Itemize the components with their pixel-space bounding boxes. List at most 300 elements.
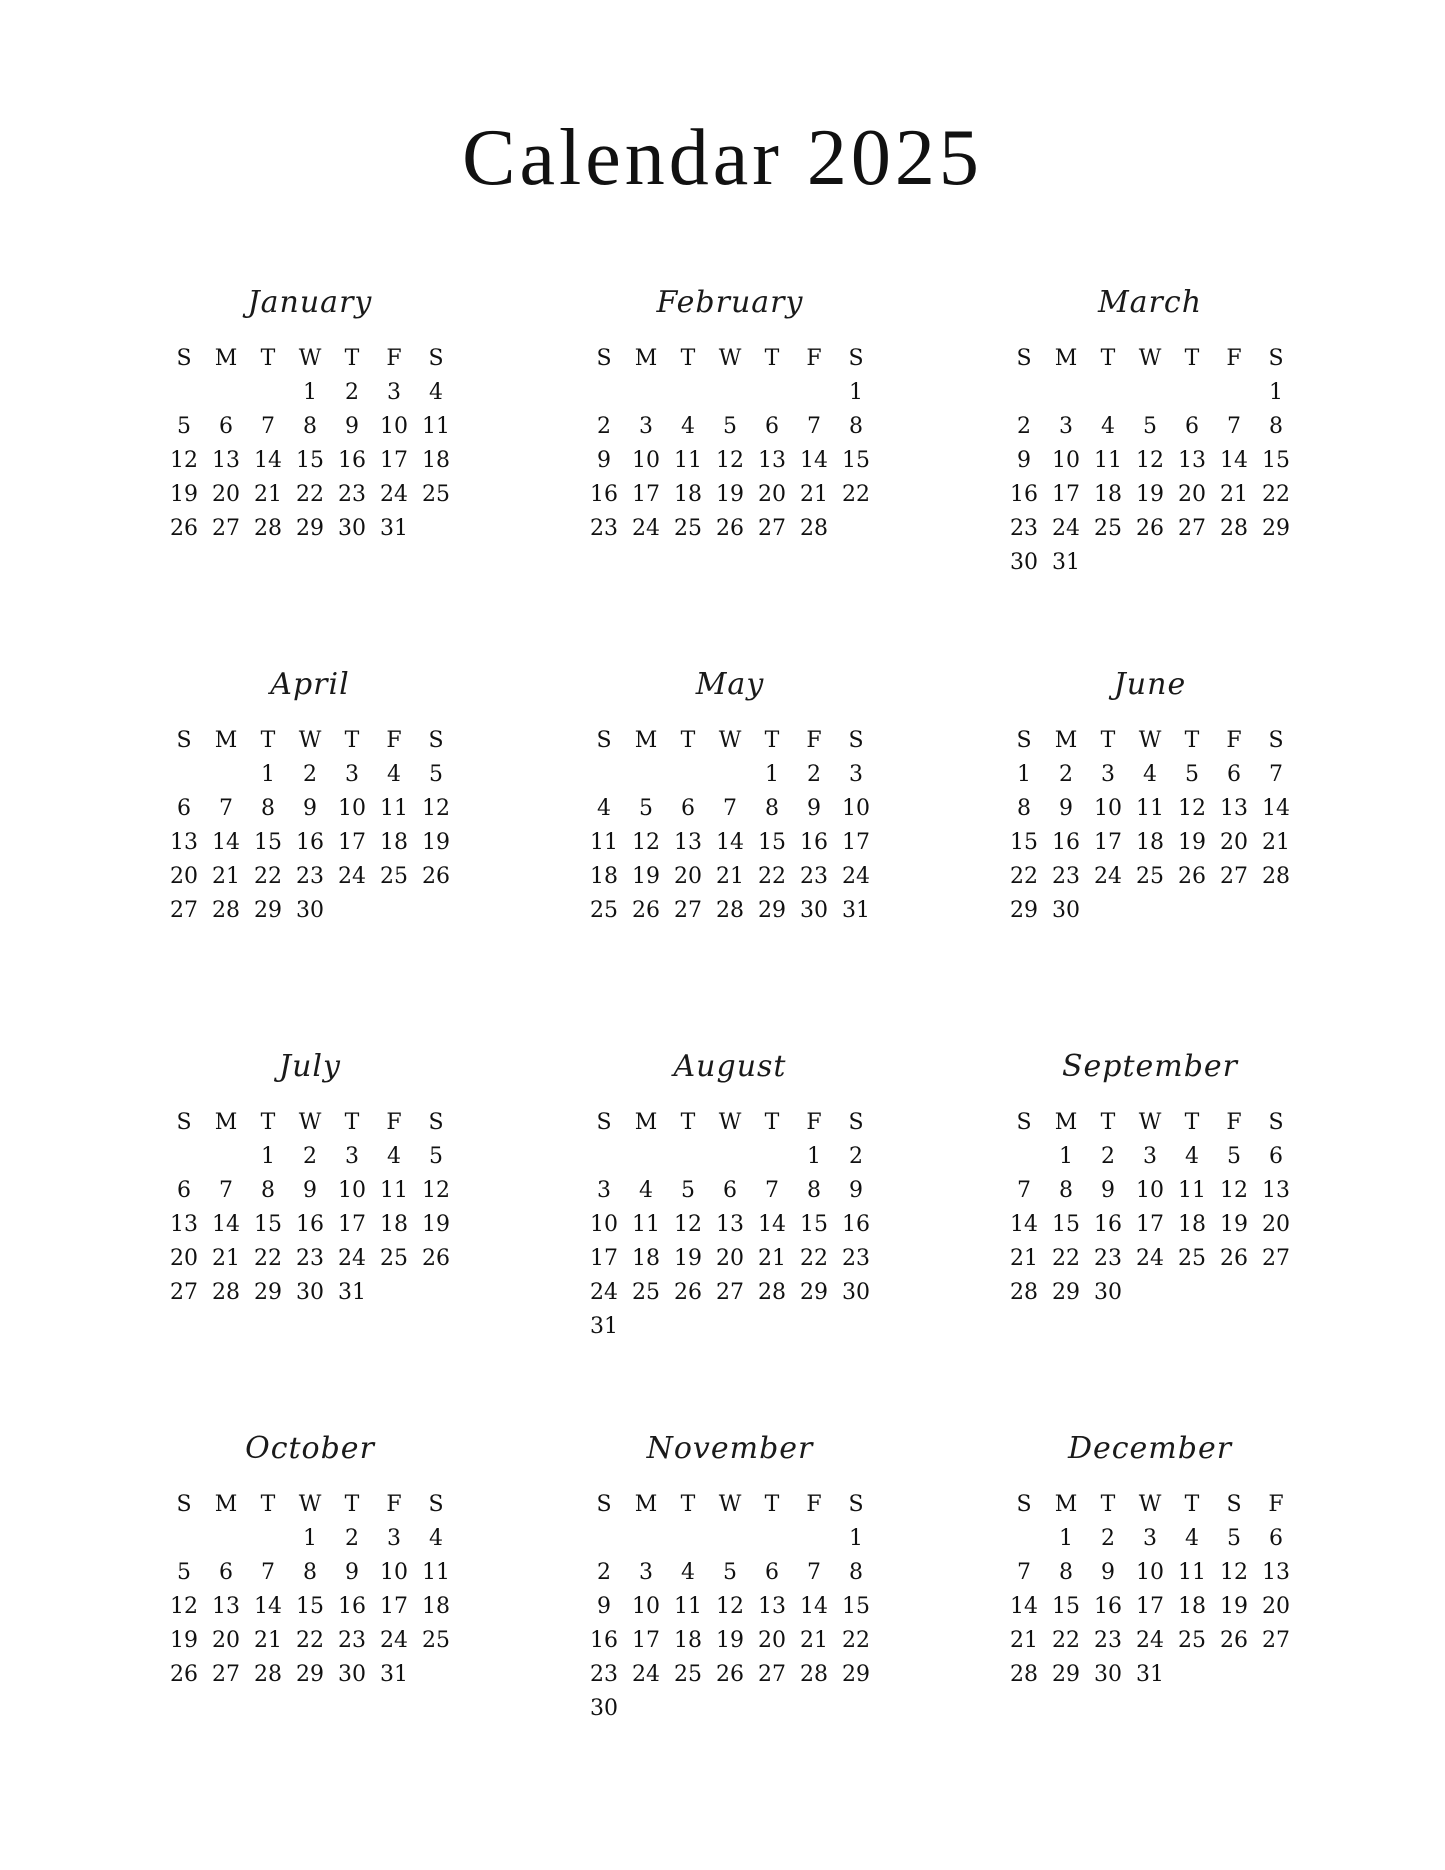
weekday-header: T: [1184, 1492, 1200, 1517]
day-cell: 24: [632, 516, 660, 541]
day-cell: 27: [758, 1662, 786, 1687]
day-cell: 4: [681, 414, 695, 439]
day-cell: 6: [765, 1560, 779, 1585]
page-title: Calendar 2025: [462, 114, 983, 202]
day-cell: 22: [1052, 1246, 1080, 1271]
day-cell: 16: [1010, 482, 1038, 507]
day-cell: 26: [422, 864, 450, 889]
weekday-header: W: [718, 1110, 742, 1135]
day-cell: 25: [590, 898, 618, 923]
empty-day-cell: [583, 1140, 625, 1174]
day-cell: 14: [254, 448, 282, 473]
day-cell: 31: [1136, 1662, 1164, 1687]
weekday-header: S: [848, 728, 864, 753]
day-cell: 21: [1220, 482, 1248, 507]
empty-day-cell: [205, 1140, 247, 1174]
day-cell: 20: [758, 482, 786, 507]
day-cell: 11: [1136, 796, 1164, 821]
day-cell: 3: [387, 380, 401, 405]
day-cell: 26: [716, 516, 744, 541]
day-cell: 30: [338, 516, 366, 541]
day-cell: 21: [758, 1246, 786, 1271]
day-cell: 22: [296, 1628, 324, 1653]
day-cell: 16: [296, 830, 324, 855]
weekday-header: T: [1184, 346, 1200, 371]
weekday-header: T: [680, 728, 696, 753]
day-cell: 13: [212, 448, 240, 473]
day-cell: 17: [1094, 830, 1122, 855]
day-cell: 5: [429, 1144, 443, 1169]
day-cell: 7: [219, 1178, 233, 1203]
day-cell: 8: [1017, 796, 1031, 821]
day-cell: 15: [1052, 1594, 1080, 1619]
day-cell: 28: [212, 898, 240, 923]
day-cell: 24: [1094, 864, 1122, 889]
weekday-header: T: [344, 1110, 360, 1135]
day-cell: 13: [212, 1594, 240, 1619]
empty-day-cell: [667, 376, 709, 410]
day-cell: 2: [807, 762, 821, 787]
day-cell: 16: [1094, 1212, 1122, 1237]
day-cell: 6: [177, 796, 191, 821]
day-cell: 10: [380, 414, 408, 439]
weekday-header: S: [1016, 1492, 1032, 1517]
weekday-header: W: [718, 728, 742, 753]
weekday-header: M: [214, 346, 238, 371]
month-block-september: [990, 1034, 1310, 1416]
weekday-header: M: [1054, 728, 1078, 753]
weekday-header: W: [298, 1492, 322, 1517]
day-cell: 10: [338, 1178, 366, 1203]
day-cell: 12: [1136, 448, 1164, 473]
day-cell: 28: [1010, 1280, 1038, 1305]
day-cell: 25: [674, 1662, 702, 1687]
weekday-header: W: [1138, 1492, 1162, 1517]
day-cell: 22: [254, 1246, 282, 1271]
day-cell: 1: [849, 1526, 863, 1551]
day-cell: 25: [422, 1628, 450, 1653]
day-cell: 21: [254, 482, 282, 507]
day-cell: 1: [1269, 380, 1283, 405]
day-cell: 23: [1052, 864, 1080, 889]
empty-day-cell: [793, 376, 835, 410]
day-cell: 11: [1178, 1178, 1206, 1203]
day-cell: 8: [261, 1178, 275, 1203]
day-cell: 12: [170, 448, 198, 473]
day-cell: 19: [1220, 1212, 1248, 1237]
day-cell: 24: [1136, 1246, 1164, 1271]
day-cell: 15: [842, 448, 870, 473]
day-cell: 28: [1262, 864, 1290, 889]
day-cell: 13: [1262, 1560, 1290, 1585]
month-day-grid: [1003, 1488, 1297, 1692]
day-cell: 17: [1052, 482, 1080, 507]
day-cell: 21: [254, 1628, 282, 1653]
month-block-august: [570, 1034, 890, 1416]
day-cell: 9: [1059, 796, 1073, 821]
day-cell: 14: [716, 830, 744, 855]
weekday-header: T: [260, 346, 276, 371]
empty-day-cell: [667, 758, 709, 792]
day-cell: 10: [590, 1212, 618, 1237]
day-cell: 5: [1227, 1144, 1241, 1169]
day-cell: 9: [303, 1178, 317, 1203]
weekday-header: T: [344, 1492, 360, 1517]
day-cell: 27: [716, 1280, 744, 1305]
day-cell: 24: [380, 482, 408, 507]
day-cell: 26: [170, 1662, 198, 1687]
day-cell: 17: [1136, 1212, 1164, 1237]
day-cell: 5: [177, 1560, 191, 1585]
day-cell: 20: [170, 864, 198, 889]
day-cell: 7: [723, 796, 737, 821]
day-cell: 7: [261, 1560, 275, 1585]
weekday-header: T: [764, 728, 780, 753]
weekday-header: W: [1138, 728, 1162, 753]
day-cell: 4: [429, 1526, 443, 1551]
day-cell: 20: [1178, 482, 1206, 507]
day-cell: 19: [170, 482, 198, 507]
month-name: May: [695, 667, 765, 702]
month-name: October: [245, 1431, 375, 1466]
empty-day-cell: [1087, 376, 1129, 410]
day-cell: 26: [674, 1280, 702, 1305]
day-cell: 27: [758, 516, 786, 541]
empty-day-cell: [1213, 376, 1255, 410]
day-cell: 12: [716, 448, 744, 473]
day-cell: 4: [681, 1560, 695, 1585]
day-cell: 19: [422, 830, 450, 855]
day-cell: 4: [1185, 1144, 1199, 1169]
weekday-header: W: [718, 346, 742, 371]
day-cell: 31: [338, 1280, 366, 1305]
day-cell: 26: [632, 898, 660, 923]
day-cell: 9: [1017, 448, 1031, 473]
month-day-grid: [583, 1106, 877, 1344]
day-cell: 29: [800, 1280, 828, 1305]
day-cell: 27: [674, 898, 702, 923]
month-block-july: [150, 1034, 470, 1416]
empty-day-cell: [163, 758, 205, 792]
day-cell: 19: [170, 1628, 198, 1653]
weekday-header: S: [596, 728, 612, 753]
day-cell: 22: [254, 864, 282, 889]
day-cell: 29: [1052, 1280, 1080, 1305]
weekday-header: W: [298, 728, 322, 753]
day-cell: 15: [800, 1212, 828, 1237]
day-cell: 17: [842, 830, 870, 855]
day-cell: 8: [303, 414, 317, 439]
day-cell: 20: [674, 864, 702, 889]
day-cell: 16: [338, 448, 366, 473]
empty-day-cell: [163, 376, 205, 410]
weekday-header: T: [764, 1492, 780, 1517]
day-cell: 31: [380, 516, 408, 541]
weekday-header: M: [214, 1492, 238, 1517]
day-cell: 1: [261, 762, 275, 787]
day-cell: 2: [303, 762, 317, 787]
day-cell: 21: [1010, 1628, 1038, 1653]
day-cell: 12: [632, 830, 660, 855]
empty-day-cell: [1171, 376, 1213, 410]
weekday-header: S: [1016, 1110, 1032, 1135]
day-cell: 4: [597, 796, 611, 821]
month-name: April: [270, 667, 350, 702]
day-cell: 27: [1262, 1628, 1290, 1653]
day-cell: 20: [716, 1246, 744, 1271]
day-cell: 21: [212, 1246, 240, 1271]
empty-day-cell: [205, 758, 247, 792]
day-cell: 25: [1178, 1628, 1206, 1653]
day-cell: 6: [1269, 1144, 1283, 1169]
day-cell: 22: [1262, 482, 1290, 507]
weekday-header: F: [1226, 1110, 1242, 1135]
weekday-header: S: [176, 1492, 192, 1517]
empty-day-cell: [709, 758, 751, 792]
day-cell: 2: [303, 1144, 317, 1169]
day-cell: 3: [1059, 414, 1073, 439]
day-cell: 17: [632, 482, 660, 507]
weekday-header: W: [298, 346, 322, 371]
day-cell: 6: [681, 796, 695, 821]
day-cell: 15: [1010, 830, 1038, 855]
day-cell: 20: [1262, 1212, 1290, 1237]
day-cell: 17: [338, 830, 366, 855]
day-cell: 24: [380, 1628, 408, 1653]
day-cell: 8: [807, 1178, 821, 1203]
day-cell: 5: [1227, 1526, 1241, 1551]
day-cell: 9: [345, 1560, 359, 1585]
day-cell: 18: [674, 482, 702, 507]
weekday-header: M: [634, 346, 658, 371]
day-cell: 2: [1017, 414, 1031, 439]
empty-day-cell: [625, 758, 667, 792]
day-cell: 18: [1178, 1212, 1206, 1237]
day-cell: 1: [261, 1144, 275, 1169]
day-cell: 25: [1178, 1246, 1206, 1271]
day-cell: 11: [632, 1212, 660, 1237]
day-cell: 1: [849, 380, 863, 405]
day-cell: 29: [296, 516, 324, 541]
day-cell: 24: [632, 1662, 660, 1687]
day-cell: 27: [170, 898, 198, 923]
day-cell: 19: [1136, 482, 1164, 507]
empty-day-cell: [583, 758, 625, 792]
weekday-header: T: [344, 728, 360, 753]
day-cell: 8: [261, 796, 275, 821]
weekday-header: M: [634, 1492, 658, 1517]
day-cell: 22: [842, 482, 870, 507]
day-cell: 30: [842, 1280, 870, 1305]
month-block-november: [570, 1416, 890, 1798]
weekday-header: T: [680, 1110, 696, 1135]
day-cell: 30: [1094, 1662, 1122, 1687]
month-day-grid: [583, 1488, 877, 1726]
day-cell: 2: [849, 1144, 863, 1169]
day-cell: 30: [296, 1280, 324, 1305]
day-cell: 25: [380, 864, 408, 889]
day-cell: 15: [296, 1594, 324, 1619]
weekday-header: S: [596, 346, 612, 371]
day-cell: 27: [212, 516, 240, 541]
day-cell: 19: [674, 1246, 702, 1271]
day-cell: 28: [212, 1280, 240, 1305]
day-cell: 19: [1178, 830, 1206, 855]
day-cell: 19: [716, 1628, 744, 1653]
day-cell: 18: [1094, 482, 1122, 507]
day-cell: 8: [303, 1560, 317, 1585]
day-cell: 6: [1185, 414, 1199, 439]
day-cell: 25: [674, 516, 702, 541]
day-cell: 29: [1010, 898, 1038, 923]
day-cell: 30: [800, 898, 828, 923]
weekday-header: T: [1100, 346, 1116, 371]
day-cell: 29: [296, 1662, 324, 1687]
day-cell: 12: [1220, 1178, 1248, 1203]
day-cell: 12: [1220, 1560, 1248, 1585]
day-cell: 5: [1143, 414, 1157, 439]
weekday-header: W: [1138, 1110, 1162, 1135]
day-cell: 9: [597, 1594, 611, 1619]
weekday-header: S: [848, 1110, 864, 1135]
empty-day-cell: [163, 1140, 205, 1174]
day-cell: 21: [800, 1628, 828, 1653]
day-cell: 11: [1094, 448, 1122, 473]
month-day-grid: [163, 724, 457, 928]
day-cell: 1: [1059, 1144, 1073, 1169]
month-block-february: [570, 270, 890, 652]
weekday-header: S: [1226, 1492, 1242, 1517]
weekday-header: W: [718, 1492, 742, 1517]
day-cell: 20: [758, 1628, 786, 1653]
weekday-header: S: [428, 1492, 444, 1517]
month-block-october: [150, 1416, 470, 1798]
day-cell: 13: [758, 448, 786, 473]
weekday-header: S: [1268, 346, 1284, 371]
day-cell: 7: [765, 1178, 779, 1203]
day-cell: 14: [800, 448, 828, 473]
day-cell: 7: [1269, 762, 1283, 787]
day-cell: 22: [1052, 1628, 1080, 1653]
day-cell: 10: [380, 1560, 408, 1585]
day-cell: 30: [296, 898, 324, 923]
month-name: January: [247, 285, 373, 320]
day-cell: 9: [807, 796, 821, 821]
day-cell: 10: [1094, 796, 1122, 821]
day-cell: 13: [170, 830, 198, 855]
day-cell: 16: [338, 1594, 366, 1619]
day-cell: 17: [590, 1246, 618, 1271]
day-cell: 23: [296, 864, 324, 889]
day-cell: 11: [380, 1178, 408, 1203]
day-cell: 4: [1185, 1526, 1199, 1551]
day-cell: 21: [800, 482, 828, 507]
day-cell: 15: [296, 448, 324, 473]
day-cell: 24: [1052, 516, 1080, 541]
day-cell: 24: [1136, 1628, 1164, 1653]
weekday-header: S: [848, 346, 864, 371]
day-cell: 12: [674, 1212, 702, 1237]
month-name: December: [1067, 1431, 1233, 1466]
day-cell: 8: [1269, 414, 1283, 439]
day-cell: 6: [765, 414, 779, 439]
day-cell: 12: [170, 1594, 198, 1619]
day-cell: 21: [716, 864, 744, 889]
day-cell: 18: [422, 1594, 450, 1619]
day-cell: 3: [387, 1526, 401, 1551]
day-cell: 31: [380, 1662, 408, 1687]
day-cell: 14: [212, 830, 240, 855]
day-cell: 21: [1262, 830, 1290, 855]
day-cell: 18: [380, 830, 408, 855]
month-block-may: [570, 652, 890, 1034]
day-cell: 12: [422, 1178, 450, 1203]
day-cell: 13: [674, 830, 702, 855]
day-cell: 1: [303, 1526, 317, 1551]
weekday-header: T: [1100, 1110, 1116, 1135]
empty-day-cell: [751, 1140, 793, 1174]
day-cell: 30: [590, 1696, 618, 1721]
weekday-header: M: [1054, 346, 1078, 371]
day-cell: 10: [1052, 448, 1080, 473]
day-cell: 22: [296, 482, 324, 507]
day-cell: 18: [1136, 830, 1164, 855]
day-cell: 16: [1052, 830, 1080, 855]
month-block-january: [150, 270, 470, 652]
day-cell: 27: [1262, 1246, 1290, 1271]
empty-day-cell: [205, 376, 247, 410]
month-name: August: [673, 1049, 787, 1084]
day-cell: 16: [590, 482, 618, 507]
day-cell: 28: [254, 1662, 282, 1687]
day-cell: 18: [380, 1212, 408, 1237]
day-cell: 23: [590, 1662, 618, 1687]
empty-day-cell: [667, 1140, 709, 1174]
day-cell: 28: [254, 516, 282, 541]
empty-day-cell: [709, 1522, 751, 1556]
empty-day-cell: [1003, 1140, 1045, 1174]
day-cell: 8: [1059, 1178, 1073, 1203]
day-cell: 11: [422, 414, 450, 439]
day-cell: 14: [212, 1212, 240, 1237]
day-cell: 17: [380, 448, 408, 473]
weekday-header: F: [806, 1492, 822, 1517]
day-cell: 7: [1017, 1178, 1031, 1203]
day-cell: 11: [590, 830, 618, 855]
weekday-header: T: [764, 1110, 780, 1135]
month-name: March: [1097, 285, 1203, 320]
month-name: June: [1113, 667, 1187, 702]
day-cell: 30: [1094, 1280, 1122, 1305]
day-cell: 28: [716, 898, 744, 923]
day-cell: 17: [1136, 1594, 1164, 1619]
day-cell: 23: [590, 516, 618, 541]
day-cell: 12: [1178, 796, 1206, 821]
day-cell: 28: [1220, 516, 1248, 541]
day-cell: 16: [590, 1628, 618, 1653]
empty-day-cell: [751, 1522, 793, 1556]
weekday-header: T: [344, 346, 360, 371]
weekday-header: T: [1100, 728, 1116, 753]
day-cell: 30: [1052, 898, 1080, 923]
day-cell: 20: [1220, 830, 1248, 855]
day-cell: 23: [800, 864, 828, 889]
day-cell: 30: [338, 1662, 366, 1687]
day-cell: 14: [254, 1594, 282, 1619]
weekday-header: W: [298, 1110, 322, 1135]
day-cell: 4: [1101, 414, 1115, 439]
empty-day-cell: [709, 1140, 751, 1174]
